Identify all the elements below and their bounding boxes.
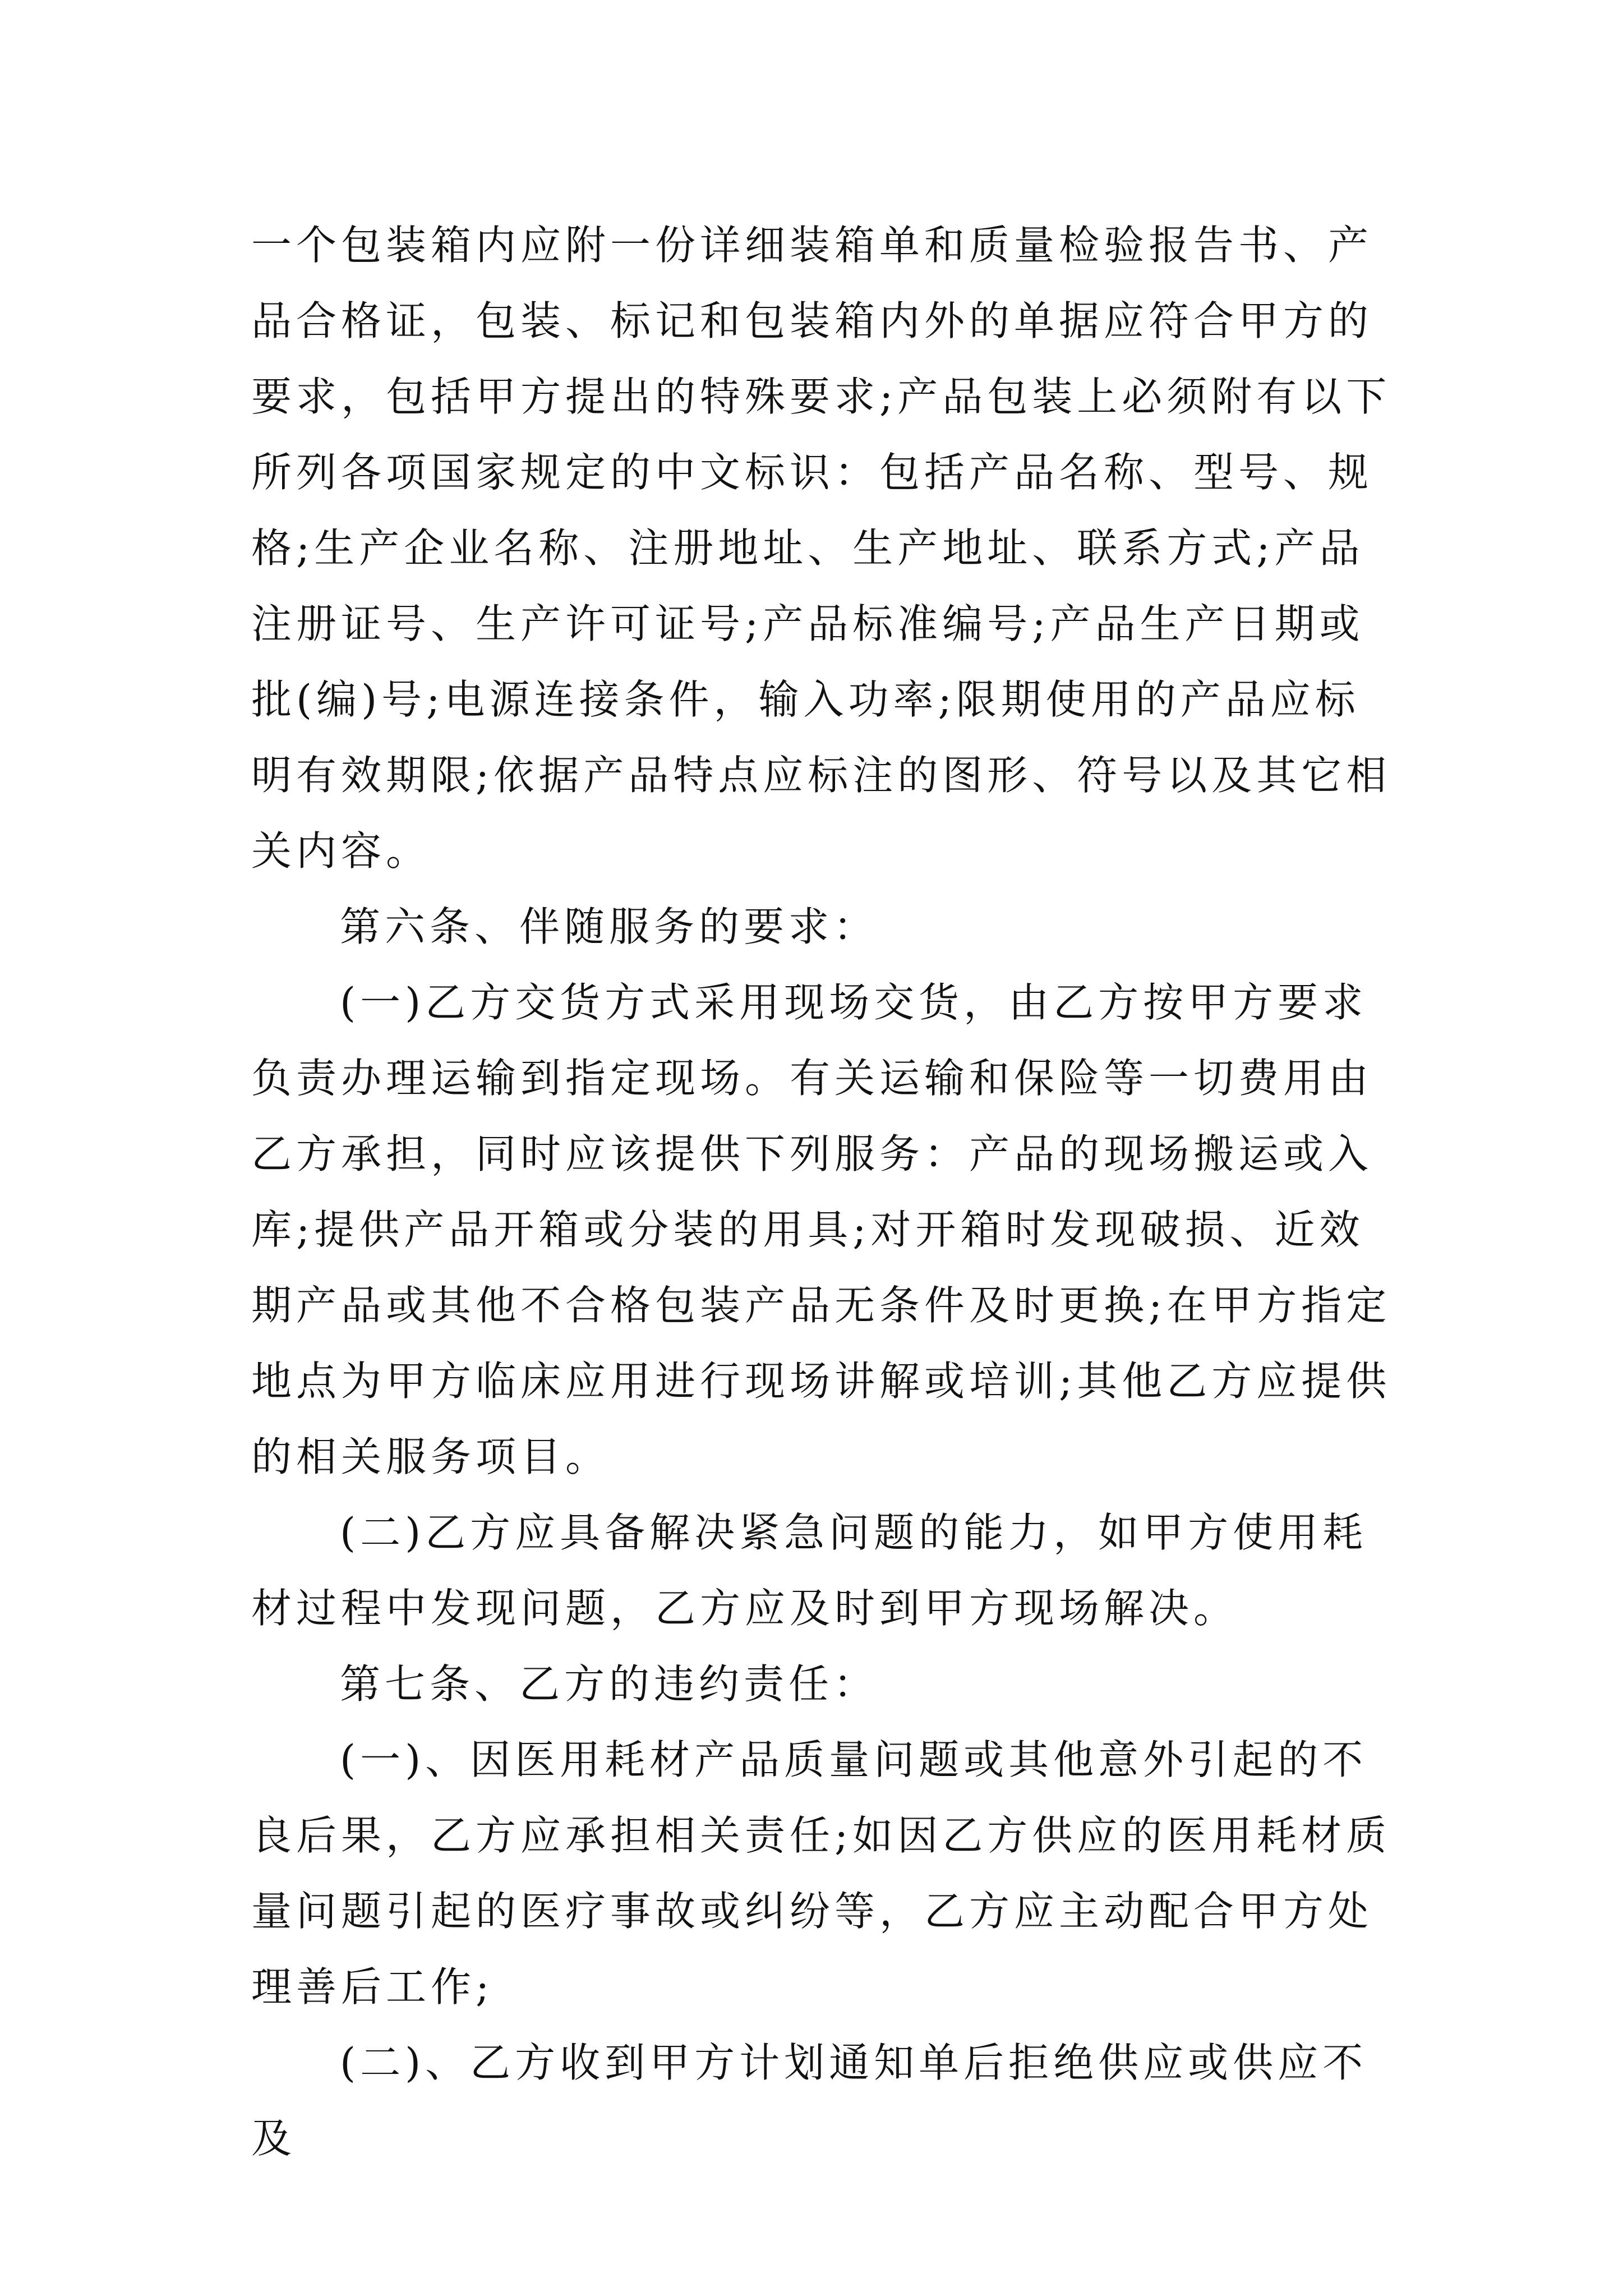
article-7-clause-1: (一)、因医用耗材产品质量问题或其他意外引起的不良后果，乙方应承担相关责任;如因乙方供应的医用耗材质量问题引起的医疗事故或纠纷等，乙方应主动配合甲方处理善后工作;	[251, 1736, 1391, 2010]
document-body	[251, 208, 1395, 2177]
article-6-clause-2: (二)乙方应具备解决紧急问题的能力，如甲方使用耗材过程中发现问题，乙方应及时到甲方现场解决。	[251, 1509, 1368, 1632]
article-7-heading: 第七条、乙方的违约责任：	[340, 1660, 879, 1708]
paragraph-packaging-requirements: 一个包装箱内应附一份详细装箱单和质量检验报告书、产品合格证，包装、标记和包装箱内外的单据应符合甲方的要求，包括甲方提出的特殊要求;产品包装上必须附有以下所列各项国家规定的中文标识：包括产品名称、型号、规格;生产企业名称、注册地址、生产地址、联系方式;产品注册证号、生产许可证号;产品标准编号;产品生产日期或批(编)号;电源连接条件，输入功率;限期使用的产品应标明有效期限;依据产品特点应标注的图形、符号以及其它相关内容。	[251, 222, 1391, 875]
article-7-clause-2: (二)、乙方收到甲方计划通知单后拒绝供应或供应不及	[251, 2039, 1368, 2162]
article-6-clause-1: (一)乙方交货方式采用现场交货，由乙方按甲方要求负责办理运输到指定现场。有关运输和保险等一切费用由乙方承担，同时应该提供下列服务：产品的现场搬运或入库;提供产品开箱或分装的用具;对开箱时发现破损、近效期产品或其他不合格包装产品无条件及时更换;在甲方指定地点为甲方临床应用进行现场讲解或培训;其他乙方应提供的相关服务项目。	[251, 979, 1391, 1480]
article-6-heading: 第六条、伴随服务的要求：	[340, 903, 879, 950]
